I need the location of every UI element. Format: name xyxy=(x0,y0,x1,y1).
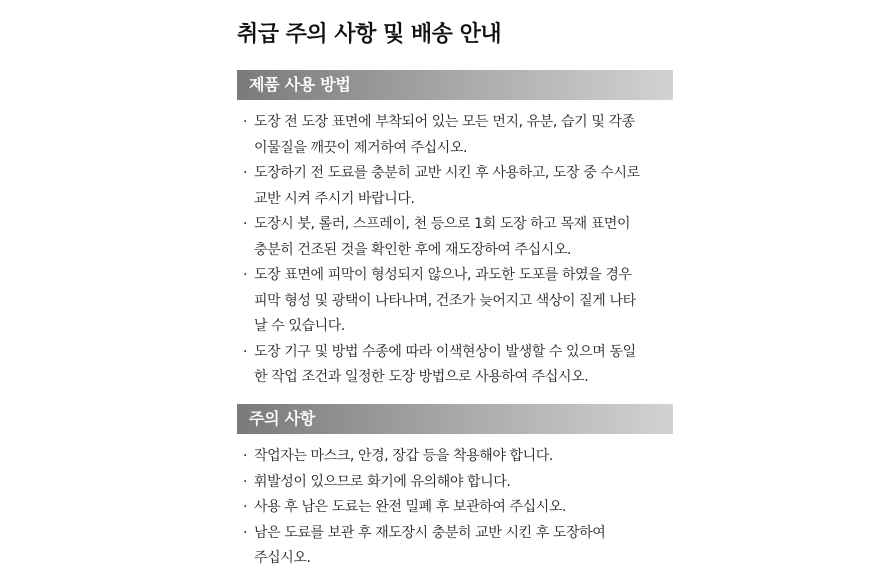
list-item xyxy=(243,161,673,212)
bullet: · xyxy=(243,499,248,515)
section-heading: 제품 사용 방법 xyxy=(237,70,673,100)
list-item xyxy=(243,444,673,470)
item-line: 도장 표면에 피막이 형성되지 않으나, 과도한 도포를 하였을 경우 xyxy=(254,267,632,283)
list-item xyxy=(243,495,673,521)
bullet: · xyxy=(243,473,248,490)
section-usage-method xyxy=(237,70,673,391)
item-line: 휘발성이 있으므로 화기에 유의해야 합니다. xyxy=(254,473,511,490)
precautions-list xyxy=(237,444,673,572)
bullet: · xyxy=(243,267,248,283)
item-line: 작업자는 마스크, 안경, 장갑 등을 착용해야 합니다. xyxy=(254,448,553,464)
section-heading: 주의 사항 xyxy=(237,404,673,434)
bullet: · xyxy=(243,165,248,181)
bullet: · xyxy=(243,524,248,541)
item-line: 피막 형성 및 광택이 나타나며, 건조가 늦어지고 색상이 짙게 나타 xyxy=(254,292,636,309)
bullet: · xyxy=(243,343,248,360)
item-line: 이물질을 깨끗이 제거하여 주십시오. xyxy=(254,139,468,156)
item-line: 주십시오. xyxy=(254,550,311,566)
list-item xyxy=(243,110,673,161)
list-item xyxy=(243,470,673,496)
item-line: 교반 시켜 주시기 바랍니다. xyxy=(254,190,415,207)
item-line: 사용 후 남은 도료는 완전 밀폐 후 보관하여 주십시오. xyxy=(254,499,567,515)
list-item xyxy=(243,340,673,391)
item-line: 날 수 있습니다. xyxy=(254,318,345,334)
list-item xyxy=(243,212,673,263)
page-title: 취급 주의 사항 및 배송 안내 xyxy=(237,22,502,47)
section-precautions xyxy=(237,404,673,572)
item-line: 충분히 건조된 것을 확인한 후에 재도장하여 주십시오. xyxy=(254,241,572,258)
item-line: 도장시 붓, 롤러, 스프레이, 천 등으로 1회 도장 하고 목재 표면이 xyxy=(254,216,631,232)
item-line: 도장 기구 및 방법 수종에 따라 이색현상이 발생할 수 있으며 동일 xyxy=(254,343,636,360)
usage-list xyxy=(237,110,673,391)
bullet: · xyxy=(243,114,248,130)
notice-document xyxy=(237,18,673,566)
item-line: 도장하기 전 도료를 충분히 교반 시킨 후 사용하고, 도장 중 수시로 xyxy=(254,165,640,181)
item-line: 도장 전 도장 표면에 부착되어 있는 모든 먼지, 유분, 습기 및 각종 xyxy=(254,114,635,130)
bullet: · xyxy=(243,216,248,232)
list-item xyxy=(243,263,673,340)
item-line: 한 작업 조건과 일정한 도장 방법으로 사용하여 주십시오. xyxy=(254,369,589,385)
item-line: 남은 도료를 보관 후 재도장시 충분히 교반 시킨 후 도장하여 xyxy=(254,524,606,541)
bullet: · xyxy=(243,448,248,464)
list-item xyxy=(243,521,673,572)
